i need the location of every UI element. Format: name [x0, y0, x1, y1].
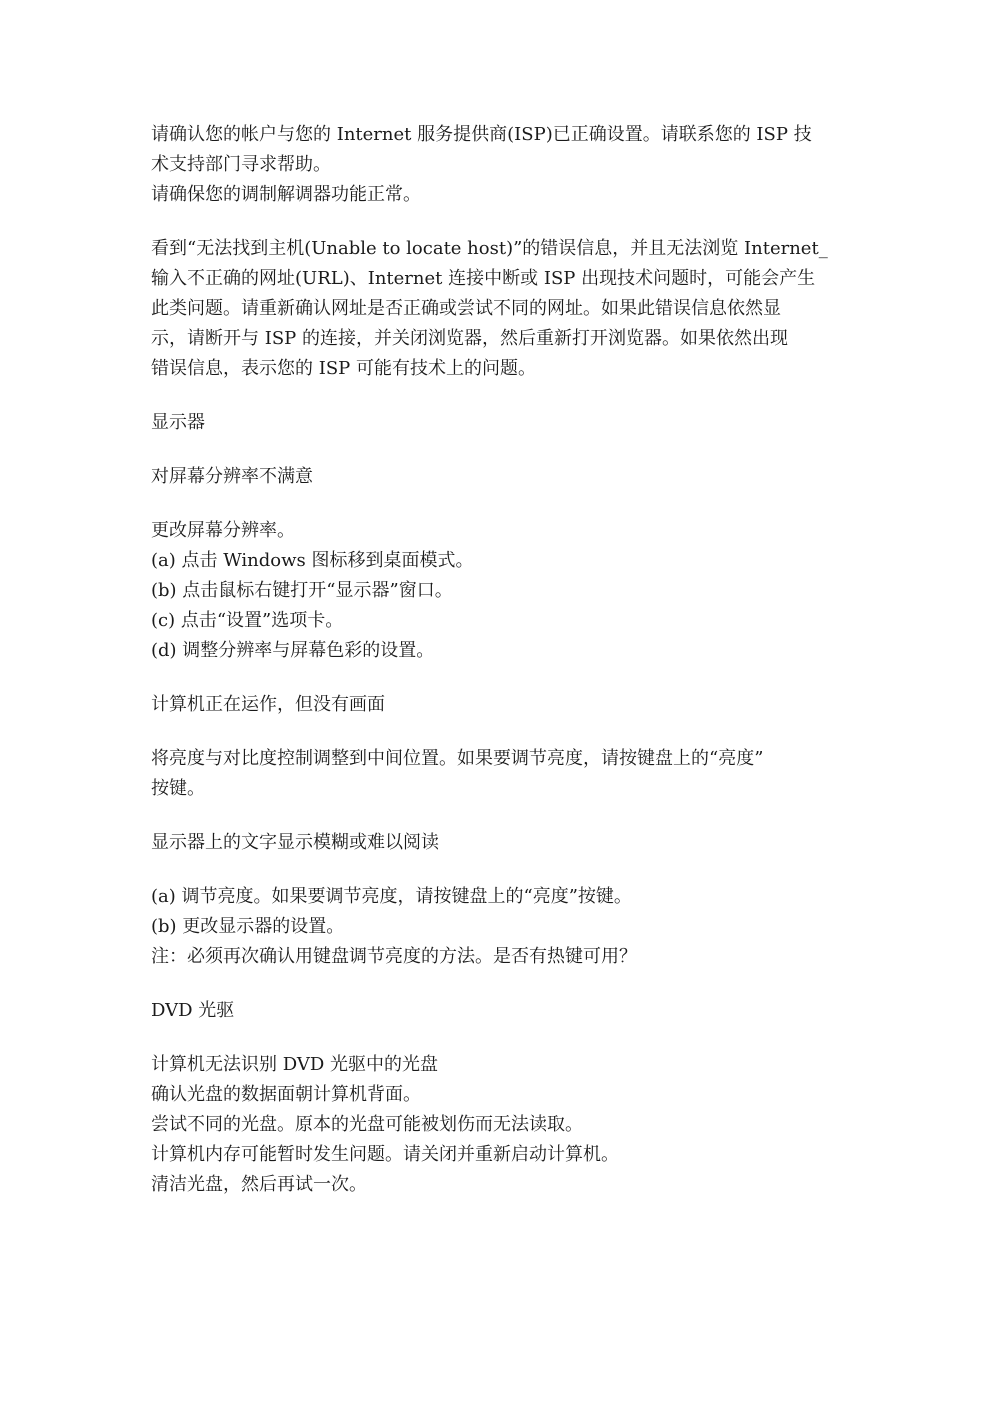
- text-line: 确认光盘的数据面朝计算机背面。: [151, 1084, 421, 1105]
- list-item: (b) 点击鼠标右键打开“显示器”窗口。: [151, 580, 453, 601]
- text-line: 清洁光盘，然后再试一次。: [151, 1174, 367, 1195]
- text-line: 请确保您的调制解调器功能正常。: [151, 184, 421, 205]
- paragraph-dvd-issues: [151, 1050, 851, 1200]
- subheading-resolution: 对屏幕分辨率不满意: [151, 466, 313, 487]
- paragraph-change-resolution: [151, 516, 851, 666]
- document-page: [151, 120, 851, 1200]
- list-item: (c) 点击“设置”选项卡。: [151, 610, 344, 631]
- text-line: 尝试不同的光盘。原本的光盘可能被划伤而无法读取。: [151, 1114, 583, 1135]
- paragraph-unable-to-locate-host: [151, 234, 851, 384]
- text-line: 将亮度与对比度控制调整到中间位置。如果要调节亮度，请按键盘上的“亮度”: [151, 748, 764, 769]
- text-line: 此类问题。请重新确认网址是否正确或尝试不同的网址。如果此错误信息依然显: [151, 298, 781, 319]
- text-line: 示，请断开与 ISP 的连接，并关闭浏览器，然后重新打开浏览器。如果依然出现: [151, 328, 788, 349]
- list-item: (a) 点击 Windows 图标移到桌面模式。: [151, 550, 474, 571]
- section-heading-dvd: DVD 光驱: [151, 1000, 235, 1021]
- text-line: 输入不正确的网址(URL)、Internet 连接中断或 ISP 出现技术问题时，可能会产生: [151, 268, 816, 289]
- paragraph-blurry-fix: [151, 882, 851, 972]
- text-line: 错误信息，表示您的 ISP 可能有技术上的问题。: [151, 358, 536, 379]
- list-item: (d) 调整分辨率与屏幕色彩的设置。: [151, 640, 435, 661]
- text-line: 按键。: [151, 778, 205, 799]
- paragraph-isp-account: [151, 120, 851, 210]
- text-line: 计算机无法识别 DVD 光驱中的光盘: [151, 1054, 438, 1075]
- section-heading-display: 显示器: [151, 412, 205, 433]
- text-line: 看到“无法找到主机(Unable to locate host)”的错误信息，并且无法浏览 Internet_: [151, 238, 828, 259]
- paragraph-brightness: [151, 744, 851, 804]
- subheading-blurry-text: 显示器上的文字显示模糊或难以阅读: [151, 832, 439, 853]
- list-item: (a) 调节亮度。如果要调节亮度，请按键盘上的“亮度”按键。: [151, 886, 632, 907]
- text-line: 计算机内存可能暂时发生问题。请关闭并重新启动计算机。: [151, 1144, 619, 1165]
- list-item: (b) 更改显示器的设置。: [151, 916, 345, 937]
- text-line: 更改屏幕分辨率。: [151, 520, 295, 541]
- note-text: 注：必须再次确认用键盘调节亮度的方法。是否有热键可用？: [151, 946, 637, 967]
- text-line: 请确认您的帐户与您的 Internet 服务提供商(ISP)已正确设置。请联系您的 ISP 技: [151, 124, 812, 145]
- subheading-no-picture: 计算机正在运作，但没有画面: [151, 694, 385, 715]
- text-line: 术支持部门寻求帮助。: [151, 154, 331, 175]
